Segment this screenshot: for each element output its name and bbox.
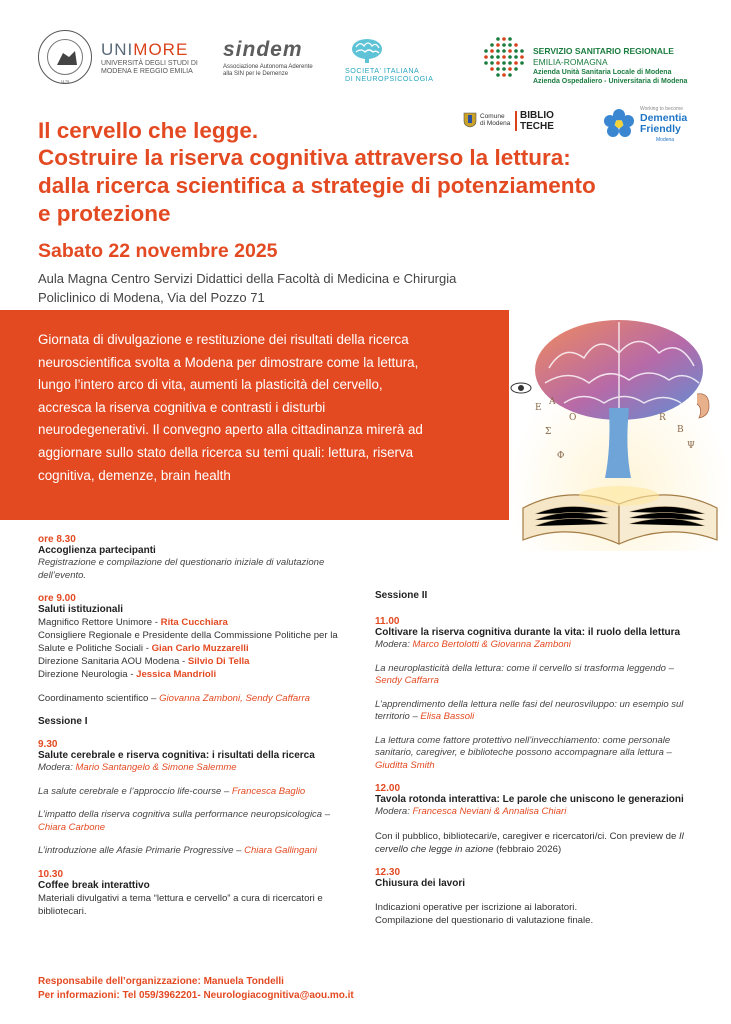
moderator-line: Modera: Francesca Neviani & Annalisa Chiari	[375, 806, 567, 817]
modena-crest-icon	[463, 112, 477, 128]
item-heading: Accoglienza partecipanti	[38, 545, 156, 556]
moderator-line: Modera: Mario Santangelo & Simone Salemme	[38, 762, 237, 773]
event-venue: Aula Magna Centro Servizi Didattici della Facoltà di Medicina e Chirurgia Policlinico di Modena, Via del Pozzo 71	[38, 271, 457, 305]
item-description: Registrazione e compilazione del questionario iniziale di valutazione dell’evento.	[38, 557, 325, 581]
dementia-friendly-name: Dementia Friendly	[640, 112, 688, 135]
item-description: Indicazioni operative per iscrizione ai laboratori.	[375, 901, 578, 913]
svg-text:A: A	[549, 397, 556, 407]
item-heading: Coffee break interattivo	[38, 879, 150, 891]
page-subtitle: Costruire la riserva cognitiva attraverso la lettura: dalla ricerca scientifica a strategie di potenziamento e protezione	[38, 145, 596, 226]
greeting-line: Direzione Neurologia - Jessica Mandrioli	[38, 669, 217, 680]
time-0930: 9.30	[38, 739, 58, 750]
svg-text:Σ: Σ	[545, 427, 552, 437]
session-2-label: Sessione II	[375, 590, 428, 601]
svg-text:O: O	[569, 413, 577, 423]
ssr-azienda-aou: Azienda Ospedaliero - Universitaria di Modena	[533, 78, 688, 85]
item-description: Con il pubblico, bibliotecari/e, caregiver e ricercatori/ci. Con preview de Il cervello che legge in azione (febbraio 2026)	[375, 830, 684, 855]
ssr-title: SERVIZIO SANITARIO REGIONALE	[533, 46, 674, 56]
talk-line: L’apprendimento della lettura nelle fasi del neurosviluppo: un esempio sul territorio – Elisa Bassoli	[375, 698, 684, 722]
talk-line: L’introduzione alle Afasie Primarie Progressive – Chiara Gallingani	[38, 845, 317, 856]
program-right	[375, 590, 695, 927]
organizer-line: Responsabile dell’organizzazione: Manuela Tondelli	[38, 976, 284, 987]
talk-line: La neuroplasticità della lettura: come il cervello si trasforma leggendo – Sendy Caffarra	[375, 662, 674, 686]
dementia-friendly-place: Modena	[656, 137, 675, 143]
talk-line: La salute cerebrale e l’approccio life-course – Francesca Baglio	[38, 785, 306, 797]
dementia-friendly-tagline: Working to become	[640, 106, 683, 112]
time-1030: 10.30	[38, 868, 64, 880]
unimore-subtitle: UNIVERSITÀ DEGLI STUDI DI MODENA E REGGIO EMILIA	[101, 60, 198, 75]
comune-modena-text: Comune di Modena	[480, 113, 511, 127]
ssr-azienda-usl: Azienda Unità Sanitaria Locale di Modena	[533, 69, 672, 76]
time-1100: 11.00	[375, 616, 400, 627]
greeting-line: Magnifico Rettore Unimore - Rita Cucchiara	[38, 617, 228, 628]
item-heading: Salute cerebrale e riserva cognitiva: i risultati della ricerca	[38, 750, 315, 761]
page-title: Il cervello che legge.	[38, 118, 259, 143]
item-heading: Coltivare la riserva cognitiva durante la vita: il ruolo della lettura	[375, 627, 681, 638]
brain-logo-icon	[350, 37, 384, 63]
talk-line: La lettura come fattore protettivo nell’invecchiamento: come personale sanitario, caregiver, e biblioteche possono accompagnare alla lettura – Giuditta Smith	[375, 734, 672, 771]
ssr-dot-grid-icon	[483, 36, 525, 78]
university-seal-icon	[38, 30, 92, 84]
time-0830: ore 8.30	[38, 534, 76, 545]
svg-text:E: E	[535, 403, 542, 413]
seal-year: 1175	[60, 79, 70, 84]
intro-text: Giornata di divulgazione e restituzione dei risultati della ricerca neuroscientifica svolta a Modena per dimostrare come la lettura, lungo l’intero arco di vita, aumenti la plasticità del cervello, accresca la riserva cognitiva e contrasti i disturbi neurodegenerativi. Il convegno aperto alla cittadinanza mirerà ad aggiornare sullo stato della ricerca su temi quali: lettura, riserva cognitiva, demenze, brain health	[38, 332, 423, 483]
program-left	[38, 534, 358, 918]
item-heading: Saluti istituzionali	[38, 604, 124, 615]
moderator-line: Modera: Marco Bertolotti & Giovanna Zamboni	[375, 639, 571, 650]
forget-me-not-icon	[602, 107, 636, 139]
contact-line[interactable]: Per informazioni: Tel 059/3962201- Neurologiacognitiva@aou.mo.it	[38, 990, 354, 1001]
item-heading: Tavola rotonda interattiva: Le parole che uniscono le generazioni	[375, 794, 684, 805]
item-description: Compilazione del questionario di valutazione finale.	[375, 914, 594, 926]
item-heading: Chiusura dei lavori	[375, 877, 466, 889]
talk-line: L’impatto della riserva cognitiva sulla performance neuropsicologica – Chiara Carbone	[38, 809, 331, 833]
item-description: Materiali divulgativi a tema “lettura e cervello” a cura di ricercatori e bibliotecari.	[38, 892, 323, 917]
sindem-subtitle: Associazione Autonoma Aderente alla SIN per le Demenze	[223, 64, 313, 77]
svg-text:Ψ: Ψ	[687, 441, 695, 451]
event-date: Sabato 22 novembre 2025	[38, 240, 278, 262]
brain-book-illustration	[509, 308, 731, 551]
time-1200: 12.00	[375, 783, 401, 794]
scientific-coordination: Coordinamento scientifico – Giovanna Zamboni, Sendy Caffarra	[38, 693, 310, 704]
sindem-logo-text: sindem	[223, 38, 303, 61]
time-1230: 12.30	[375, 866, 401, 878]
greeting-line: Consigliere Regionale e Presidente della Commissione Politiche per la Salute e Politiche Sociali - Gian Carlo Muzzarelli	[38, 630, 338, 654]
unimore-logo-text: UNIMORE	[101, 40, 189, 59]
biblioteche-divider	[515, 111, 517, 131]
svg-text:R: R	[659, 413, 666, 423]
svg-text:Φ: Φ	[557, 451, 565, 461]
svg-text:B: B	[677, 425, 684, 435]
sin-logo-text: SOCIETA' ITALIANA DI NEUROPSICOLOGIA	[345, 66, 434, 83]
greeting-line: Direzione Sanitaria AOU Modena - Silvio Di Tella	[38, 656, 250, 667]
session-1-label: Sessione I	[38, 716, 88, 727]
time-0900: ore 9.00	[38, 593, 76, 604]
ssr-region: EMILIA-ROMAGNA	[533, 57, 608, 67]
biblioteche-logo-text: BIBLIO TECHE	[520, 110, 554, 132]
